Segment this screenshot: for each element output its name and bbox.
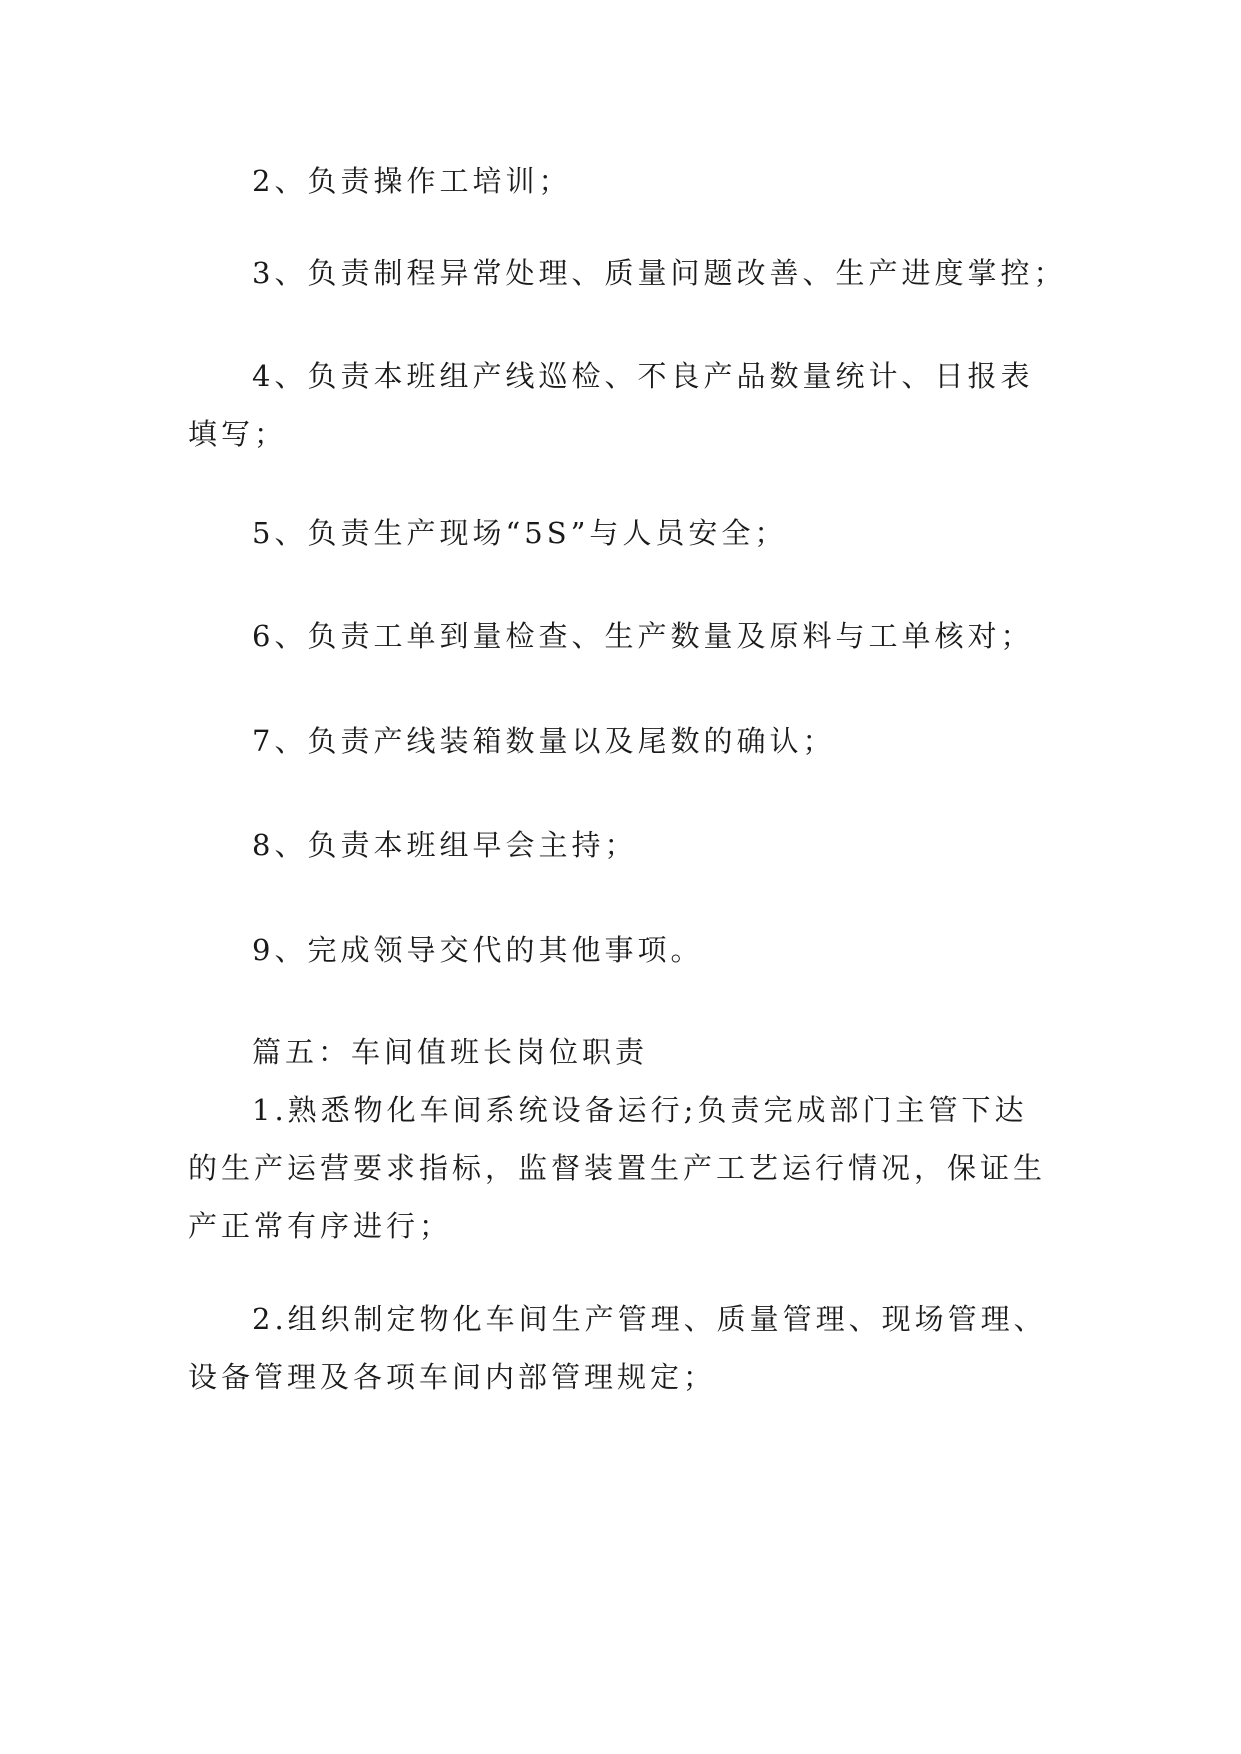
list-item <box>188 347 1068 463</box>
list-item <box>188 607 1068 665</box>
section-heading <box>188 1023 1068 1081</box>
paragraph-line: 的生产运营要求指标，监督装置生产工艺运行情况，保证生 <box>188 1151 1047 1185</box>
paragraph-line: 2、负责操作工培训； <box>252 164 572 198</box>
section-item <box>188 1290 1068 1406</box>
section-item <box>188 1081 1068 1255</box>
paragraph-line: 8、负责本班组早会主持； <box>252 828 638 862</box>
paragraph-line: 1.熟悉物化车间系统设备运行;负责完成部门主管下达 <box>252 1093 1028 1127</box>
paragraph-line: 7、负责产线装箱数量以及尾数的确认； <box>252 724 836 758</box>
paragraph-line: 产正常有序进行； <box>188 1209 453 1243</box>
paragraph-line: 4、负责本班组产线巡检、不良产品数量统计、日报表 <box>252 359 1034 393</box>
list-item <box>188 921 1068 979</box>
paragraph-line: 填写； <box>188 417 288 451</box>
section-heading-text: 篇五：车间值班长岗位职责 <box>252 1035 649 1069</box>
paragraph-line: 2.组织制定物化车间生产管理、质量管理、现场管理、 <box>252 1302 1047 1336</box>
paragraph-line: 设备管理及各项车间内部管理规定； <box>188 1360 717 1394</box>
paragraph-line: 6、负责工单到量检查、生产数量及原料与工单核对； <box>252 619 1034 653</box>
list-item <box>188 504 1068 562</box>
list-item <box>188 152 1068 210</box>
list-item <box>188 712 1068 770</box>
paragraph-line: 3、负责制程异常处理、质量问题改善、生产进度掌控； <box>252 256 1067 290</box>
list-item <box>188 244 1068 302</box>
paragraph-line: 9、完成领导交代的其他事项。 <box>252 933 704 967</box>
list-item <box>188 816 1068 874</box>
paragraph-line: 5、负责生产现场“5S”与人员安全； <box>252 516 788 550</box>
